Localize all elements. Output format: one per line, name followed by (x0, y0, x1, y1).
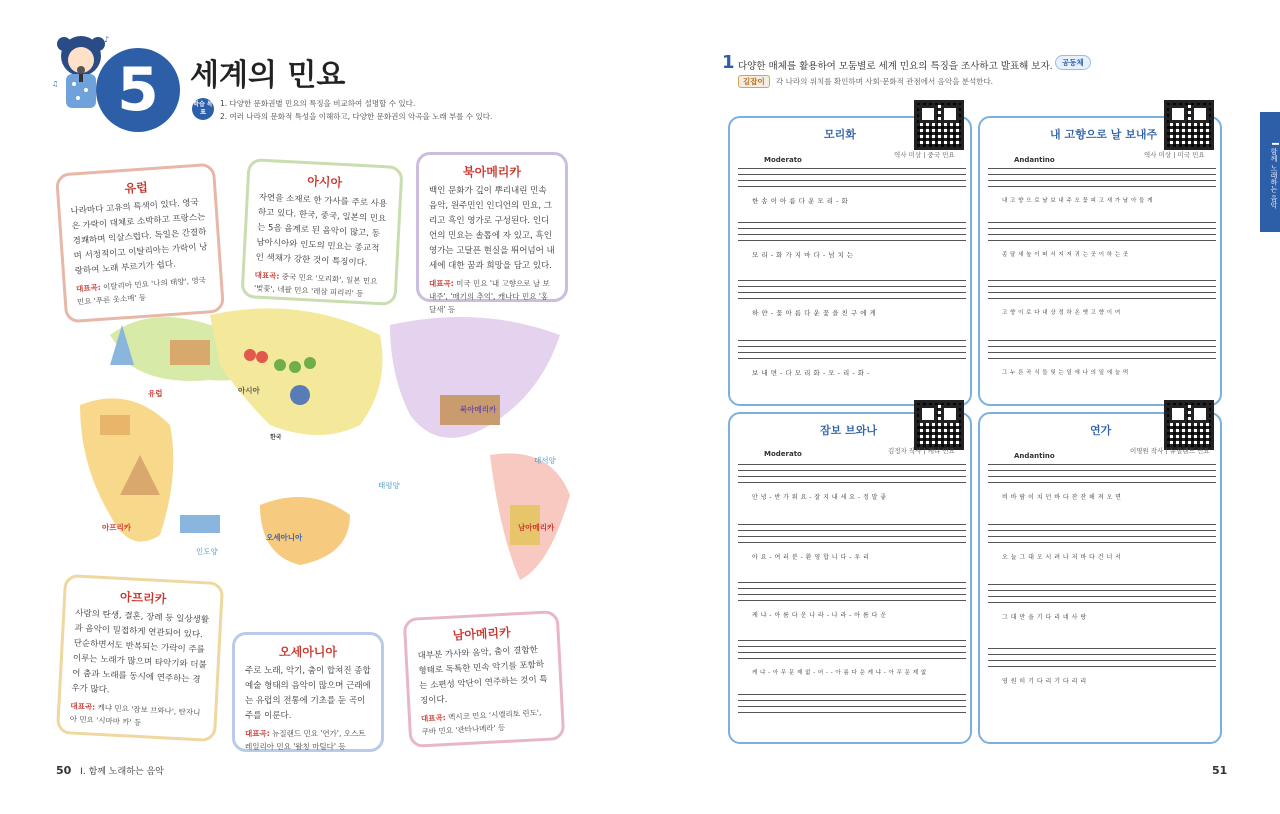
right-page (640, 0, 1280, 814)
song-lyric-morihwa-4: 보 내 면 - 다 모 리 화 - 모 - 리 - 화 - (752, 369, 870, 377)
song-tempo-carry-me-back: Andantino (1014, 156, 1055, 164)
svg-text:♪: ♪ (104, 35, 110, 44)
north-america-body: 백인 문화가 깊이 뿌리내린 민속 음악, 원주민인 인디언의 민요, 그리고 흑인 영가로 구성된다. 인디언의 민요는 솔톱에 자 있고, 흑인 영가는 고달픈 현실을 뛰어넘어 내세에 대한 꿈과 희망을 담고 있다. (429, 186, 555, 271)
africa-box (56, 574, 224, 742)
map-label-europe: 유럽 (148, 389, 163, 398)
map-label-north-america: 북아메리카 (460, 405, 497, 414)
map-label-oceania: 오세아니아 (266, 533, 303, 542)
song-tempo-morihwa: Moderato (764, 156, 802, 164)
guide-text: 각 나라의 위치를 확인하며 사회·문화적 관점에서 음악을 분석한다. (776, 77, 994, 86)
song-lyric-carry-me-back-3: 고 향 이 로 다 내 상 정 하 온 옛 고 향 이 여 (1002, 310, 1121, 316)
europe-title: 유럽 (124, 180, 149, 196)
song-lyric-morihwa-1: 한 송 이 아 름 다 운 모 리 - 화 (752, 197, 849, 205)
song-lyric-jambo-bwana-4: 케 냐 - 아 무 문 제 없 - 어 - - 아 름 다 운 케 냐 - 아 무 문 제 없 (752, 670, 927, 676)
chapter-side-tab: I 함께 노래하는 음악 (1260, 112, 1280, 232)
song-lyric-yeonga-3: 그 대 만 을 기 다 리 네 사 랑 (1002, 614, 1087, 621)
staff-line (738, 464, 966, 488)
staff-line (738, 168, 966, 192)
left-footer-text: I. 함께 노래하는 음악 (80, 767, 164, 777)
staff-line (738, 340, 966, 364)
staff-line (988, 648, 1216, 672)
map-label-africa: 아프리카 (102, 523, 131, 532)
song-lyric-jambo-bwana-2: 아 요 - 여 러 분 - 환 영 합 니 다 - 우 리 (752, 554, 870, 561)
song-lyric-carry-me-back-2: 종 달 새 높 이 떠 서 지 저 귀 는 곳 이 하 는 곳 (1002, 252, 1129, 258)
song-tempo-yeonga: Andantino (1014, 452, 1055, 460)
chapter-title: 세계의 민요 (190, 58, 346, 93)
community-badge: 공동체 (1055, 55, 1091, 70)
staff-line (988, 584, 1216, 608)
staff-line (988, 340, 1216, 364)
objective-1: 1. 다양한 문화권별 민요의 특징을 비교하여 설명할 수 있다. (220, 99, 416, 108)
africa-body: 사람의 탄생, 결혼, 장례 등 일상생활과 음악이 밀접하게 연관되어 있다. 단순하면서도 반복되는 가락이 주를 이루는 노래가 많으며 타악기와 더불어 춤과 노래를 동시에 연주하는 경우가 많다. (71, 608, 210, 696)
europe-rep: 대표곡: 이탈리아 민요 '나의 태양', 영국 민요 '푸른 옷소매' 등 (75, 275, 207, 307)
oceania-landmass (260, 497, 350, 565)
song-lyric-carry-me-back-1: 내 고 향 으 로 날 보 내 주 오 꽃 피 고 새 가 날 아 들 게 (1002, 198, 1153, 204)
song-lyric-yeonga-2: 오 늘 그 대 오 시 려 나 저 바 다 건 너 서 (1002, 554, 1122, 561)
song-title-yeonga: 연가 (1090, 424, 1112, 437)
song-lyric-morihwa-3: 하 얀 - 꽃 아 름 다 운 꽃 을 친 구 에 게 (752, 309, 877, 317)
staff-line (738, 222, 966, 246)
asia-title: 아시아 (306, 174, 343, 190)
map-label-pacific: 태평양 (378, 481, 400, 490)
qr-code-morihwa[interactable] (914, 100, 964, 150)
staff-line (988, 222, 1216, 246)
qr-code-jambo-bwana[interactable] (914, 400, 964, 450)
north-america-rep: 대표곡: 미국 민요 '내 고향으로 날 보내주', '매기의 추억', 캐나다 민요 '홍달새' 등 (429, 279, 550, 314)
africa-rep: 대표곡: 케냐 민요 '잠보 브와나', 탄자니아 민요 '시마마 카' 등 (69, 701, 201, 728)
asia-box (240, 158, 403, 306)
map-label-atlantic: 대서양 (534, 456, 556, 465)
svg-text:♫: ♫ (52, 80, 59, 88)
right-page-number: 51 (1212, 764, 1228, 777)
task-number: 1 (722, 52, 735, 73)
objective-2: 2. 여러 나라의 문화적 특성을 이해하고, 다양한 문화권의 악곡을 노래 부를 수 있다. (220, 112, 493, 121)
oceania-rep: 대표곡: 뉴질랜드 민요 '연가', 오스트레일리아 민요 '왈칭 마틸다' 등 (245, 729, 366, 751)
left-page-number: 50 (56, 764, 72, 777)
south-america-rep: 대표곡: 멕시코 민요 '시엘리토 린도', 쿠바 민요 '관타나메라' 등 (420, 708, 542, 737)
song-card-carry-me-back (978, 116, 1222, 406)
staff-line (738, 640, 966, 664)
africa-title: 아프리카 (119, 589, 167, 607)
objectives-badge: 학습 목표 (192, 98, 214, 120)
oceania-body: 주로 노래, 악기, 춤이 합쳐진 종합 예술 형태의 음악이 많으며 근래에는 유럽의 전통에 기초를 둔 곡이 주를 이룬다. (245, 666, 371, 721)
europe-body: 나라마다 고유의 특색이 있다. 영국은 가락이 대체로 소박하고 프랑스는 경쾌하며 익살스럽다. 독일은 간결하며 서정적이고 이탈리아는 가락이 낭랑하여 노래 부르기가 쉽다. (70, 197, 208, 277)
map-label-indian: 인도양 (196, 547, 218, 556)
staff-line (988, 524, 1216, 548)
asia-body: 자연을 소재로 한 가사를 주로 사용하고 있다. 한국, 중국, 일본의 민요는 5음 음계로 된 음악이 많고, 동남아시아와 인도의 민요는 종교적인 색채가 강한 것이 특징이다. (255, 192, 388, 269)
song-lyric-jambo-bwana-1: 안 녕 - 반 가 워 요 - 잘 지 내 세 요 - 정 말 좋 (752, 494, 887, 501)
staff-line (988, 464, 1216, 488)
south-america-box (403, 610, 566, 748)
staff-line (738, 582, 966, 606)
song-tempo-jambo-bwana: Moderato (764, 450, 802, 458)
north-america-title: 북아메리카 (463, 165, 521, 179)
song-info-morihwa: 역사 미상 | 중국 민요 (894, 151, 955, 159)
left-footer (56, 764, 164, 777)
map-label-asia: 아시아 (238, 386, 260, 395)
map-label-south-america: 남아메리카 (518, 523, 555, 532)
map-label-korea: 한국 (270, 434, 282, 441)
staff-line (738, 524, 966, 548)
song-lyric-jambo-bwana-3: 케 냐 - 아 름 다 운 나 라 - 나 라 - 아 름 다 운 (752, 612, 887, 619)
south-america-title: 남아메리카 (452, 625, 511, 643)
song-lyric-carry-me-back-4: 그 누 른 곡 식 들 및 는 일 에 나 의 일 에 늘 먹 (1002, 370, 1129, 376)
song-lyric-yeonga-1: 비 바 람 이 치 던 바 다 잔 잔 해 져 오 면 (1002, 494, 1122, 501)
song-info-yeonga: 이명원 작사 | 뉴질랜드 민요 (1130, 447, 1210, 455)
south-america-body: 대부분 가사와 음악, 춤이 결합한 형태로 독특한 민속 악기를 포함하는 소편성 악단이 연주하는 것이 특징이다. (417, 645, 548, 707)
staff-line (988, 280, 1216, 304)
staff-line (738, 280, 966, 304)
song-card-jambo-bwana (728, 412, 972, 744)
qr-code-yeonga[interactable] (1164, 400, 1214, 450)
europe-building (170, 340, 210, 365)
song-card-yeonga (978, 412, 1222, 744)
task-text: 다양한 매체를 활용하여 모둠별로 세계 민요의 특징을 조사하고 발표해 보자. (738, 61, 1053, 72)
korea-marker (290, 385, 310, 405)
asia-rep: 대표곡: 중국 민요 '모리화', 일본 민요 '벚꽃', 네팔 민요 '레삼 피리리' 등 (253, 270, 378, 299)
song-info-jambo-bwana: 김정자 작사 | 케냐 민요 (888, 447, 955, 455)
world-map (60, 305, 590, 585)
staff-line (988, 168, 1216, 192)
song-info-carry-me-back: 역사 미상 | 미국 민요 (1144, 151, 1205, 159)
europe-box (55, 163, 225, 324)
song-lyric-yeonga-4: 영 원 히 기 다 리 기 다 리 리 (1002, 678, 1087, 685)
north-america-box (416, 152, 568, 314)
chapter-number: 5 (96, 48, 180, 132)
staff-line (738, 694, 966, 718)
guide-badge: 길잡이 (738, 75, 770, 88)
song-title-morihwa: 모리화 (824, 128, 856, 141)
qr-code-carry-me-back[interactable] (1164, 100, 1214, 150)
song-title-jambo-bwana: 잠보 브와나 (820, 424, 877, 437)
oceania-box (232, 632, 384, 752)
song-card-morihwa (728, 116, 972, 406)
oceania-title: 오세아니아 (279, 645, 337, 659)
song-lyric-morihwa-2: 모 리 - 화 가 지 마 다 - 넘 치 는 (752, 251, 854, 259)
song-title-carry-me-back: 내 고향으로 날 보내주 (1050, 128, 1158, 141)
